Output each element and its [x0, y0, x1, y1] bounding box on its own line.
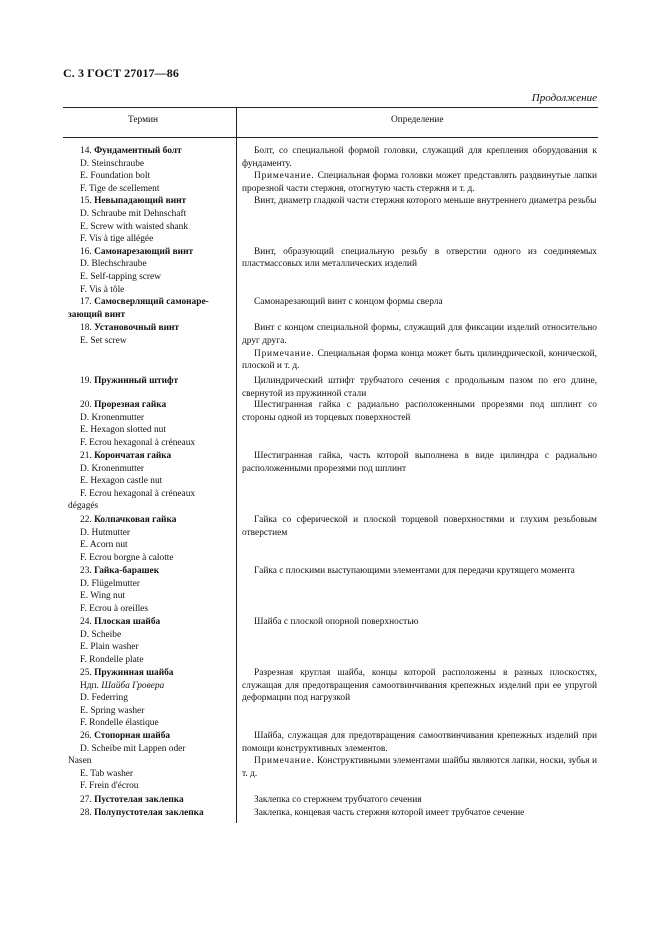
term-foreign-equivalent [80, 629, 121, 642]
definition-body: Заклепка со стержнем трубчатого сечения [254, 795, 422, 805]
term-name: Корончатая гайка [94, 451, 172, 461]
definition-body: Самонарезающий винт с концом формы сверла [254, 297, 443, 308]
definition-body: Шестигранная гайка, часть которой выполнена в виде цилиндра с радиально расположенными прорезями под шплинт [242, 451, 597, 474]
definition-body: Заклепка, концевая часть стержня которой имеет трубчатое сечение [254, 808, 525, 818]
term-equivalent-text: F. Vis à tige allégée [80, 234, 154, 245]
term-equivalent-text: E. Spring washer [80, 705, 145, 716]
definition-body: Разрезная круглая шайба, концы которой расположены в разных плоскостях, служащая для предотвращения самоотвинчивания крепежных изделий при ее упругой деформации под нагрузкой [242, 668, 597, 704]
term-foreign-equivalent [80, 233, 153, 246]
term-name: Установочный винт [94, 323, 180, 333]
term-foreign-equivalent [80, 590, 125, 603]
term-heading [80, 399, 166, 412]
term-foreign-equivalent [80, 475, 162, 488]
term-foreign-equivalent [80, 705, 144, 718]
term-foreign-equivalent [80, 743, 185, 756]
header-bottom-rule [63, 137, 598, 138]
definition-text [242, 616, 597, 629]
term-name: Полупустотелая заклепка [94, 808, 204, 818]
note-text: Конструктивными элементами шайбы являются лапки, носки, зубья и т. д. [242, 756, 597, 779]
term-name-continuation [68, 309, 125, 322]
term-heading [80, 450, 171, 463]
term-number: 21. [80, 451, 92, 461]
term-heading [80, 807, 204, 820]
column-divider [236, 107, 237, 823]
term-number: 26. [80, 731, 92, 741]
term-foreign-equivalent [80, 488, 195, 501]
term-equivalent-text: E. Tab washer [80, 768, 134, 779]
term-number: 22. [80, 515, 92, 525]
definition-text [242, 667, 597, 705]
term-foreign-equivalent [80, 552, 174, 565]
term-foreign-equivalent [80, 717, 159, 730]
term-equivalent-text: F. Rondelle plate [80, 654, 144, 665]
term-heading [80, 565, 159, 578]
definition-text [242, 450, 597, 475]
definition-note [242, 755, 597, 780]
term-equivalent-text: E. Self-tapping screw [80, 272, 161, 282]
term-equivalent-text: E. Hexagon slotted nut [80, 425, 166, 436]
continuation-label: Продолжение [531, 92, 597, 104]
term-name: Самонарезающий винт [94, 246, 194, 257]
term-heading [80, 667, 174, 680]
term-foreign-equivalent [80, 527, 130, 540]
definition-body: Винт, диаметр гладкой части стержня которого меньше внутреннего диаметра резьбы [254, 196, 597, 207]
term-number: 24. [80, 617, 92, 627]
term-foreign-equivalent [80, 258, 147, 271]
term-equivalent-text: E. Acorn nut [80, 540, 128, 551]
column-header-definition: Определение [391, 115, 444, 125]
term-foreign-equivalent [80, 221, 188, 234]
term-foreign-equivalent [80, 463, 144, 476]
term-equivalent-text: D. Blechschraube [80, 259, 147, 270]
definition-body: Болт, со специальной формой головки, служащий для крепления оборудования к фундаменту. [242, 146, 597, 169]
term-foreign-equivalent [80, 692, 128, 705]
definition-body: Гайка с плоскими выступающими элементами для передачи крутящего момента [254, 566, 575, 576]
term-number: 19. [80, 376, 92, 386]
term-heading [80, 145, 182, 158]
term-foreign-equivalent [80, 641, 139, 654]
definition-text [242, 322, 597, 347]
term-equivalent-text: E. Screw with waisted shank [80, 221, 189, 232]
term-name: Пружинный штифт [94, 376, 179, 386]
definition-text [242, 807, 597, 820]
term-heading [80, 794, 184, 807]
note-label: Примечание. [254, 348, 315, 359]
term-equivalent-text: D. Scheibe [80, 629, 122, 640]
term-equivalent-text: F. Frein d'écrou [80, 781, 139, 792]
term-heading [80, 514, 176, 527]
definition-note [242, 348, 597, 373]
definition-text [242, 794, 597, 807]
term-number: 20. [80, 400, 92, 410]
term-foreign-equivalent [80, 271, 161, 284]
term-name: Гайка-барашек [94, 566, 160, 576]
term-equivalent-text: D. Kronenmutter [80, 412, 145, 423]
definition-body: Цилиндрический штифт трубчатого сечения с продольным пазом по его длине, свернутой из пружинной стали [242, 376, 597, 399]
definition-body: Шестигранная гайка с радиально расположенными прорезями под шплинт со стороны одной из торцевых поверхностей [242, 400, 597, 423]
term-equivalent-text: D. Hutmutter [80, 527, 130, 538]
term-equivalent-text: D. Flügelmutter [80, 578, 140, 589]
definition-text [242, 514, 597, 539]
definition-note [242, 170, 597, 195]
term-foreign-equivalent [80, 654, 144, 667]
term-equivalent-text: F. Tige de scellement [80, 183, 160, 194]
term-equivalent-text: Nasen [68, 756, 92, 767]
term-equivalent-text: E. Plain washer [80, 642, 139, 653]
definition-body: Шайба с плоской опорной поверхностью [254, 617, 419, 627]
definition-text [242, 565, 597, 578]
term-foreign-equivalent [80, 335, 127, 348]
note-label: Примечание. [254, 171, 315, 182]
definition-text [242, 296, 597, 309]
term-equivalent-text: E. Hexagon castle nut [80, 476, 163, 487]
term-name: Стопорная шайба [94, 731, 171, 741]
deprecated-label: Ндп. [80, 680, 99, 691]
term-heading [80, 616, 160, 629]
definition-body: Винт, образующий специальную резьбу в отверстии одного из соединяемых пластмассовых или металлических изделий [242, 246, 597, 270]
term-heading [80, 322, 179, 335]
definition-text [242, 195, 597, 208]
term-foreign-equivalent [80, 208, 186, 221]
term-foreign-equivalent [80, 170, 150, 183]
term-number: 16. [80, 246, 92, 257]
term-name: Фундаментный болт [94, 146, 182, 156]
term-foreign-equivalent [80, 539, 128, 552]
term-heading [80, 375, 178, 388]
definition-body: Гайка со сферической и плоской торцевой поверхностями и глухим резьбовым отверстием [242, 515, 597, 538]
term-heading [80, 730, 170, 743]
term-equivalent-text: F. Rondelle élastique [80, 718, 159, 729]
term-name: Невыпадающий винт [94, 196, 187, 207]
term-name: зающий винт [68, 309, 126, 320]
term-number: 15. [80, 196, 92, 207]
column-header-term: Термин [128, 115, 159, 125]
term-foreign-equivalent [80, 284, 124, 297]
note-text: Специальная форма головки может представлять раздвинутые лапки прорезной части стержня, отогнутую часть стержня и т. д. [242, 171, 597, 194]
term-equivalent-text: F. Ecrou hexagonal à créneaux [80, 437, 196, 448]
term-equivalent-text: F. Ecrou à oreilles [80, 603, 148, 614]
term-heading [80, 296, 209, 309]
term-name: Прорезная гайка [94, 400, 167, 410]
term-equivalent-text: D. Federring [80, 693, 128, 704]
note-label: Примечание. [254, 756, 315, 767]
term-number: 27. [80, 795, 92, 805]
definition-body: Шайба, служащая для предотвращения самоотвинчивания крепежных изделий при помощи конструктивных элементов. [242, 731, 597, 754]
term-number: 17. [80, 297, 92, 308]
definition-text [242, 730, 597, 755]
term-foreign-equivalent [80, 578, 140, 591]
definition-text [242, 246, 597, 271]
term-foreign-equivalent [80, 424, 166, 437]
definition-text [242, 399, 597, 424]
term-name: Плоская шайба [94, 617, 161, 627]
term-equivalent-text: D. Scheibe mit Lappen oder [80, 743, 186, 754]
term-equivalent-text: F. Vis à tôle [80, 284, 125, 295]
term-number: 25. [80, 668, 92, 678]
term-number: 14. [80, 146, 92, 156]
term-equivalent-text: D. Schraube mit Dehnschaft [80, 209, 187, 219]
term-foreign-equivalent [80, 158, 144, 171]
note-text: Специальная форма конца может быть цилиндрической, конической, плоской и т. д. [242, 348, 597, 372]
term-foreign-equivalent [80, 603, 148, 616]
definition-text [242, 375, 597, 400]
term-name: Пружинная шайба [94, 668, 174, 678]
term-equivalent-text: D. Steinschraube [80, 158, 145, 169]
definition-body: Винт с концом специальной формы, служащий для фиксации изделий относительно друг друга. [242, 323, 597, 346]
term-number: 23. [80, 566, 92, 576]
term-name: Колпачковая гайка [94, 515, 177, 525]
term-foreign-equivalent [80, 412, 144, 425]
term-equivalent-text: F. Ecrou borgne à calotte [80, 552, 174, 563]
deprecated-term: Шайба Гровера [101, 680, 165, 691]
term-foreign-equivalent [80, 780, 138, 793]
term-number: 28. [80, 808, 92, 818]
term-foreign-equivalent [80, 768, 133, 781]
term-deprecated [80, 680, 164, 693]
term-name: Пустотелая заклепка [94, 795, 184, 805]
term-equivalent-text: E. Wing nut [80, 591, 126, 602]
term-foreign-equivalent [80, 183, 159, 196]
page-reference: С. 3 ГОСТ 27017—86 [63, 66, 179, 80]
term-number: 18. [80, 323, 92, 333]
term-equivalent-text: F. Ecrou hexagonal à créneaux [80, 488, 196, 499]
term-equivalent-text: E. Set screw [80, 335, 127, 346]
term-equivalent-continuation [68, 755, 91, 768]
term-heading [80, 195, 186, 208]
term-equivalent-text: dégagés [68, 501, 99, 512]
term-foreign-equivalent [80, 437, 195, 450]
term-equivalent-text: E. Foundation bolt [80, 171, 151, 182]
term-heading [80, 246, 193, 259]
definition-text [242, 145, 597, 170]
term-equivalent-continuation [68, 500, 98, 513]
term-equivalent-text: D. Kronenmutter [80, 463, 145, 474]
table-top-rule [63, 107, 598, 108]
term-name: Самосверлящий самонаре- [94, 297, 209, 308]
